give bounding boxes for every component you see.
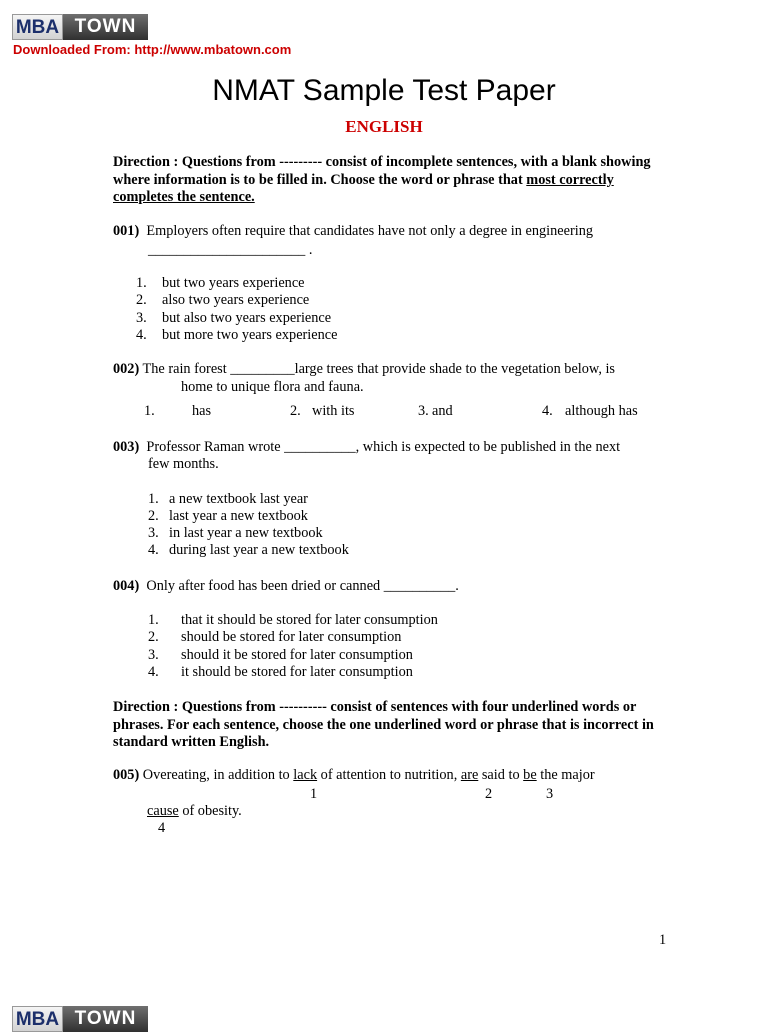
underlined-4[interactable]: cause — [147, 803, 179, 819]
question-001 — [113, 223, 593, 240]
question-003 — [113, 439, 620, 456]
option-3[interactable]: 3. but also two years experience — [136, 310, 332, 326]
logo-mba: MBA — [12, 14, 63, 40]
question-003-text-cont: few months. — [148, 456, 219, 472]
underlined-1[interactable]: lack — [293, 767, 318, 783]
option-3-text[interactable]: and — [432, 403, 453, 419]
option-2[interactable]: 2. also two years experience — [136, 292, 310, 308]
subject-heading: ENGLISH — [345, 117, 423, 136]
question-number: 003) — [113, 439, 140, 455]
option-4[interactable]: 4. during last year a new textbook — [148, 542, 349, 558]
option-4-text[interactable]: although has — [565, 403, 638, 419]
question-004 — [113, 578, 459, 595]
question-002 — [113, 361, 615, 378]
option-1[interactable]: 1. but two years experience — [136, 275, 305, 291]
option-3[interactable]: 3. should it be stored for later consumption — [148, 647, 413, 663]
logo-town: TOWN — [63, 1006, 148, 1032]
underlined-3[interactable]: be — [523, 767, 537, 783]
question-number: 005) — [113, 767, 140, 783]
question-005: 005) Overeating, in addition to lack of attention to nutrition, are said to be the major — [113, 767, 595, 783]
direction-2: Direction : Questions from ---------- consist of sentences with four underlined words or phrases. For each sentence, choose the one underlined word or phrase that is incorrect in standard written English. — [113, 699, 654, 750]
option-1[interactable]: 1. — [144, 403, 155, 419]
option-1-text[interactable]: has — [192, 403, 212, 419]
underline-label-1: 1 — [310, 786, 318, 802]
option-4[interactable]: 4. but more two years experience — [136, 327, 338, 343]
question-005-cont: cause of obesity. — [147, 803, 242, 819]
option-2[interactable]: 2. should be stored for later consumption — [148, 629, 402, 645]
download-source[interactable]: Downloaded From: http://www.mbatown.com — [13, 42, 292, 57]
question-text: The rain forest _________large trees that provide shade to the vegetation below, is — [142, 361, 615, 377]
option-2[interactable]: 2. last year a new textbook — [148, 508, 308, 524]
question-number: 002) — [113, 361, 140, 377]
direction-1-underlined: most correctly completes the sentence. — [113, 171, 614, 205]
logo-town: TOWN — [63, 14, 148, 40]
direction-1-text: Direction : Questions from --------- consist of incomplete sentences, with a blank showing where information is to be filled in. Choose the word or phrase that — [113, 154, 651, 188]
question-number: 001) — [113, 223, 140, 239]
option-4[interactable]: 4. it should be stored for later consumption — [148, 664, 413, 680]
footer-logo — [12, 1006, 148, 1032]
direction-1 — [113, 154, 658, 207]
logo-mba: MBA — [12, 1006, 63, 1032]
question-number: 004) — [113, 578, 140, 594]
question-002-text-cont: home to unique flora and fauna. — [181, 379, 364, 395]
question-text: Employers often require that candidates have not only a degree in engineering — [146, 223, 593, 239]
page-title: NMAT Sample Test Paper — [212, 74, 556, 107]
option-3[interactable]: 3. in last year a new textbook — [148, 525, 323, 541]
option-3[interactable]: 3. — [418, 403, 429, 419]
option-1[interactable]: 1. a new textbook last year — [148, 491, 308, 507]
underlined-2[interactable]: are — [460, 767, 479, 783]
underline-label-4: 4 — [158, 820, 166, 836]
option-1[interactable]: 1. that it should be stored for later consumption — [148, 612, 438, 628]
page-number: 1 — [659, 932, 667, 948]
option-2[interactable]: 2. — [290, 403, 301, 419]
question-text: Professor Raman wrote __________, which is expected to be published in the next — [146, 439, 621, 455]
question-001-blank: ______________________ . — [148, 242, 313, 258]
underline-label-3: 3 — [546, 786, 554, 802]
option-4[interactable]: 4. — [542, 403, 553, 419]
underline-label-2: 2 — [485, 786, 493, 802]
option-2-text[interactable]: with its — [312, 403, 355, 419]
mbatown-logo — [12, 14, 148, 40]
question-text: Only after food has been dried or canned __________. — [146, 578, 459, 594]
